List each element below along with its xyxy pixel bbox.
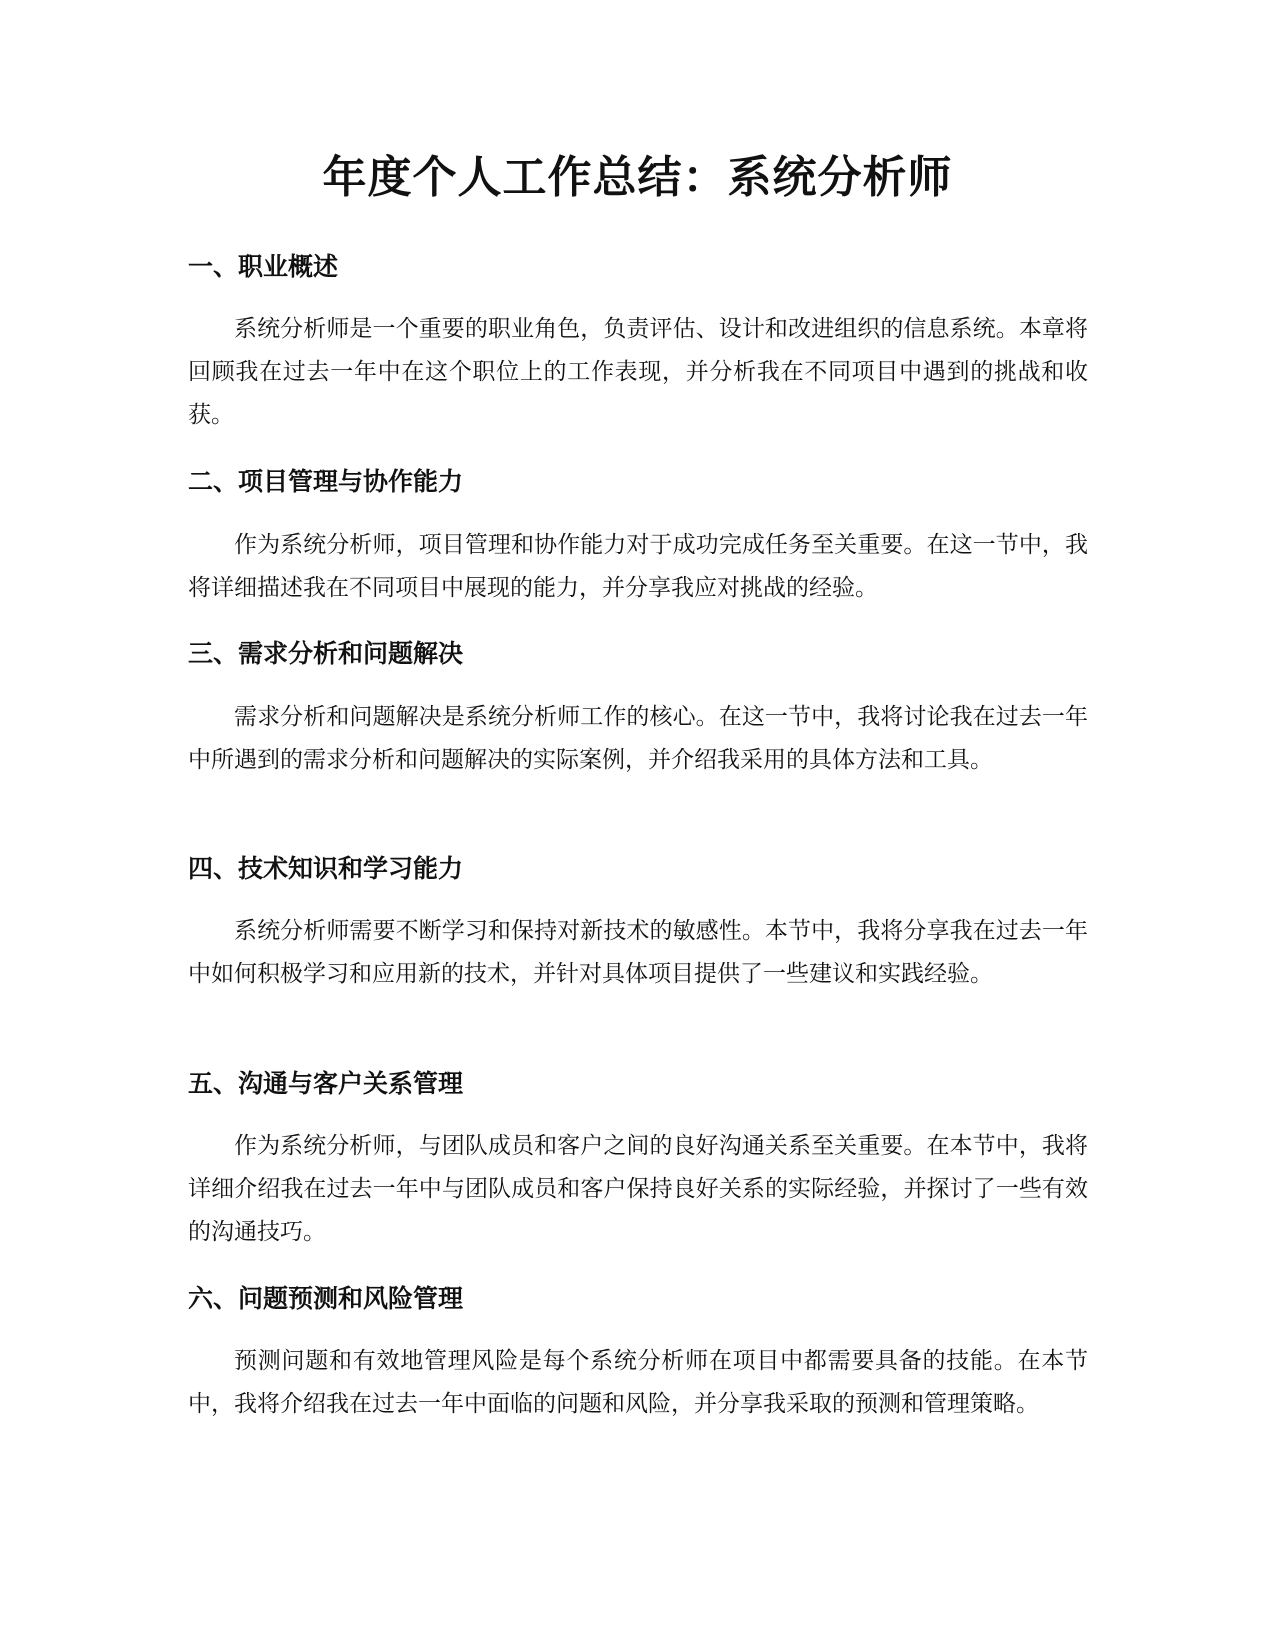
section-body-requirements-analysis: 需求分析和问题解决是系统分析师工作的核心。在这一节中，我将讨论我在过去一年中所遇到的需求分析和问题解决的实际案例，并介绍我采用的具体方法和工具。 bbox=[188, 704, 1088, 773]
section-body-risk-management: 预测问题和有效地管理风险是每个系统分析师在项目中都需要具备的技能。在本节中，我将介绍我在过去一年中面临的问题和风险，并分享我采取的预测和管理策略。 bbox=[188, 1348, 1088, 1417]
page-title: 年度个人工作总结：系统分析师 bbox=[322, 152, 953, 203]
section-heading-requirements-analysis: 三、需求分析和问题解决 bbox=[188, 639, 464, 668]
section-body-career-overview: 系统分析师是一个重要的职业角色，负责评估、设计和改进组织的信息系统。本章将回顾我在过去一年中在这个职位上的工作表现，并分析我在不同项目中遇到的挑战和收获。 bbox=[188, 316, 1088, 428]
section-heading-technical-knowledge: 四、技术知识和学习能力 bbox=[188, 854, 464, 883]
section-heading-project-management: 二、项目管理与协作能力 bbox=[188, 467, 464, 496]
section-heading-career-overview: 一、职业概述 bbox=[188, 252, 339, 281]
section-body-technical-knowledge: 系统分析师需要不断学习和保持对新技术的敏感性。本节中，我将分享我在过去一年中如何积极学习和应用新的技术，并针对具体项目提供了一些建议和实践经验。 bbox=[188, 918, 1088, 987]
section-body-communication: 作为系统分析师，与团队成员和客户之间的良好沟通关系至关重要。在本节中，我将详细介绍我在过去一年中与团队成员和客户保持良好关系的实际经验，并探讨了一些有效的沟通技巧。 bbox=[188, 1133, 1088, 1245]
section-heading-communication: 五、沟通与客户关系管理 bbox=[188, 1069, 464, 1098]
section-body-project-management: 作为系统分析师，项目管理和协作能力对于成功完成任务至关重要。在这一节中，我将详细描述我在不同项目中展现的能力，并分享我应对挑战的经验。 bbox=[188, 532, 1088, 601]
section-heading-risk-management: 六、问题预测和风险管理 bbox=[188, 1284, 464, 1313]
